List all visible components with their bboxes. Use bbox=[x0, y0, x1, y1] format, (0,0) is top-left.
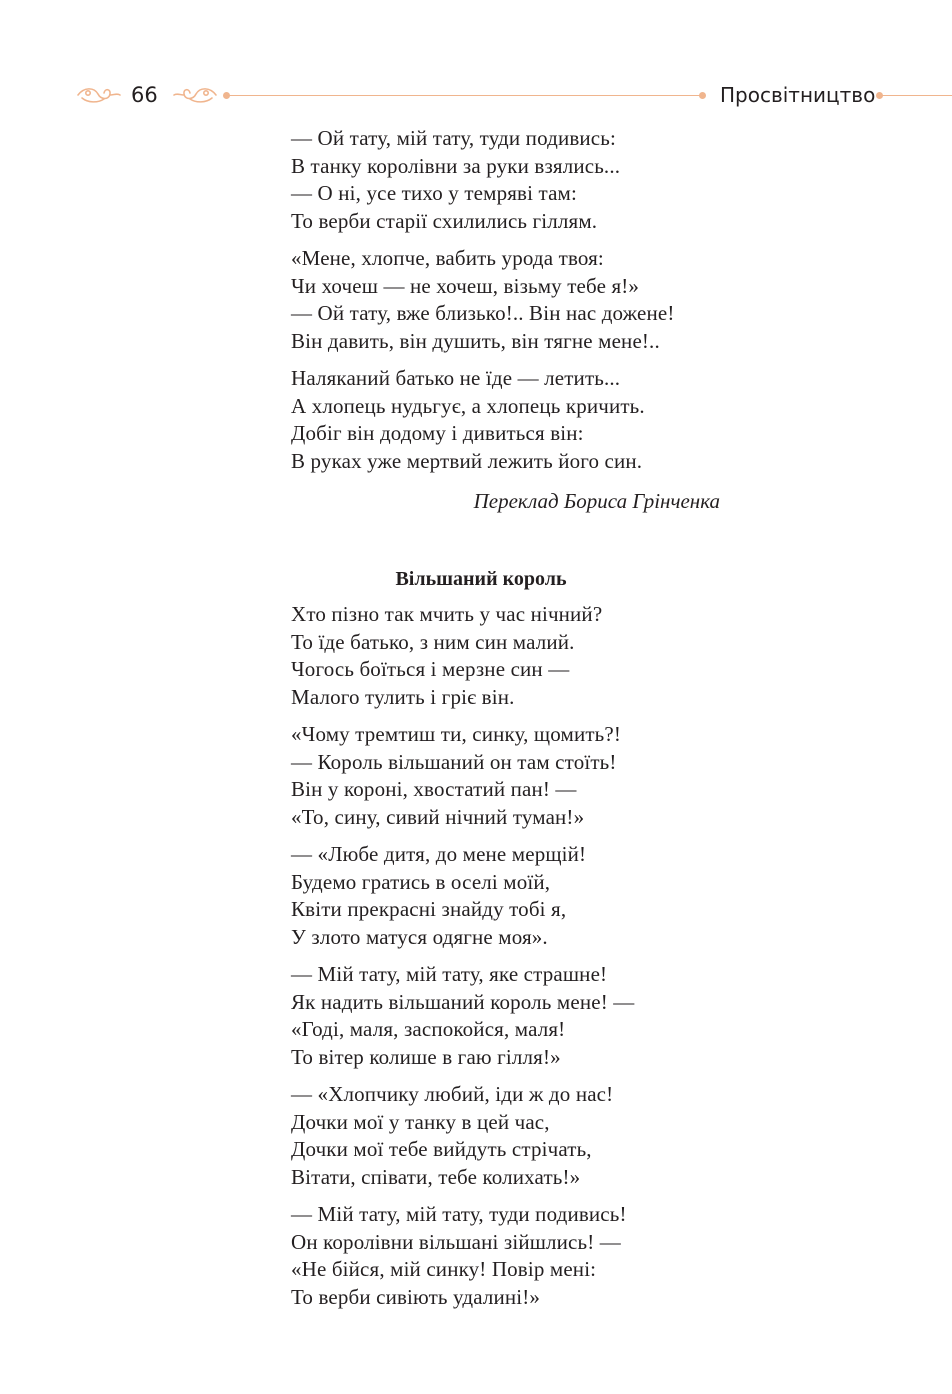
verse-line: — «Любе дитя, до мене мерщій! bbox=[291, 842, 587, 866]
stanza bbox=[291, 125, 811, 235]
verse-line: — Король вільшаний он там стоїть! bbox=[291, 749, 617, 774]
verse-line: «Мене, хлопче, вабить урода твоя: bbox=[291, 246, 604, 270]
verse-line: А хлопець нудьгує, а хлопець кричить. bbox=[291, 393, 645, 418]
verse-line: Будемо гратись в оселі моїй, bbox=[291, 869, 551, 894]
verse-line: Дочки мої тебе вийдуть стрічать, bbox=[291, 1137, 592, 1161]
header-rule bbox=[880, 95, 952, 96]
verse-line: Он королівни вільшані зійшлись! — bbox=[291, 1229, 621, 1254]
verse-line: — Мій тату, мій тату, яке страшне! bbox=[291, 962, 608, 986]
section-title: Просвітництво bbox=[720, 83, 876, 107]
verse-line: В танку королівни за руки взялись... bbox=[291, 153, 621, 178]
verse-line: «Не бійся, мій синку! Повір мені: bbox=[291, 1257, 597, 1281]
verse-line: То верби старії схилились гіллям. bbox=[291, 208, 598, 233]
scroll-ornament-icon bbox=[172, 84, 218, 106]
page-header bbox=[0, 78, 952, 114]
verse-line: — Ой тату, мій тату, туди подивись: bbox=[291, 126, 616, 150]
stanza bbox=[291, 961, 811, 1071]
verse-line: Чи хочеш — не хочеш, візьму тебе я!» bbox=[291, 273, 640, 298]
verse-line: Вітати, співати, тебе колихать!» bbox=[291, 1164, 581, 1189]
verse-line: — «Хлопчику любий, іди ж до нас! bbox=[291, 1082, 614, 1106]
poem-title: Вільшаний король bbox=[395, 568, 567, 590]
verse-line: — Ой тату, вже близько!.. Він нас дожене! bbox=[291, 301, 675, 325]
verse-line: То вітер колише в гаю гілля!» bbox=[291, 1044, 561, 1069]
verse-line: Малого тулить і гріє він. bbox=[291, 684, 515, 709]
verse-line: То верби сивіють удалині!» bbox=[291, 1284, 541, 1309]
verse-line: «Чому тремтиш ти, синку, щомить?! bbox=[291, 722, 621, 746]
verse-line: — О ні, усе тихо у темряві там: bbox=[291, 181, 577, 205]
verse-line: Хто пізно так мчить у час нічний? bbox=[291, 602, 603, 626]
verse-line: Дочки мої у танку в цей час, bbox=[291, 1109, 550, 1134]
stanza bbox=[291, 365, 811, 475]
translator-credit: Переклад Бориса Грінченка bbox=[473, 489, 720, 513]
stanza bbox=[291, 245, 811, 355]
verse-line: Він давить, він душить, він тягне мене!.. bbox=[291, 328, 660, 353]
stanza bbox=[291, 841, 811, 951]
stanza bbox=[291, 721, 811, 831]
header-rule bbox=[226, 95, 702, 96]
verse-line: Квіти прекрасні знайду тобі я, bbox=[291, 897, 567, 921]
stanza bbox=[291, 1201, 811, 1311]
verse-line: — Мій тату, мій тату, туди подивись! bbox=[291, 1202, 627, 1226]
verse-line: «То, сину, сивий нічний туман!» bbox=[291, 804, 585, 829]
page-number: 66 bbox=[131, 83, 158, 107]
stanza bbox=[291, 1081, 811, 1191]
verse-line: Він у короні, хвостатий пан! — bbox=[291, 777, 577, 801]
verse-line: То їде батько, з ним син малий. bbox=[291, 629, 575, 654]
stanza bbox=[291, 601, 811, 711]
scroll-ornament-icon bbox=[76, 84, 122, 106]
rule-dot bbox=[699, 92, 706, 99]
verse-line: У злото матуся одягне моя». bbox=[291, 924, 548, 949]
verse-line: Добіг він додому і дивиться він: bbox=[291, 421, 584, 445]
page-content bbox=[291, 125, 811, 1321]
verse-line: Як надить вільшаний король мене! — bbox=[291, 989, 635, 1014]
verse-line: Чогось боїться і мерзне син — bbox=[291, 657, 570, 681]
verse-line: Наляканий батько не їде — летить... bbox=[291, 366, 621, 390]
verse-line: «Годі, маля, заспокойся, маля! bbox=[291, 1017, 566, 1041]
verse-line: В руках уже мертвий лежить його син. bbox=[291, 448, 643, 473]
